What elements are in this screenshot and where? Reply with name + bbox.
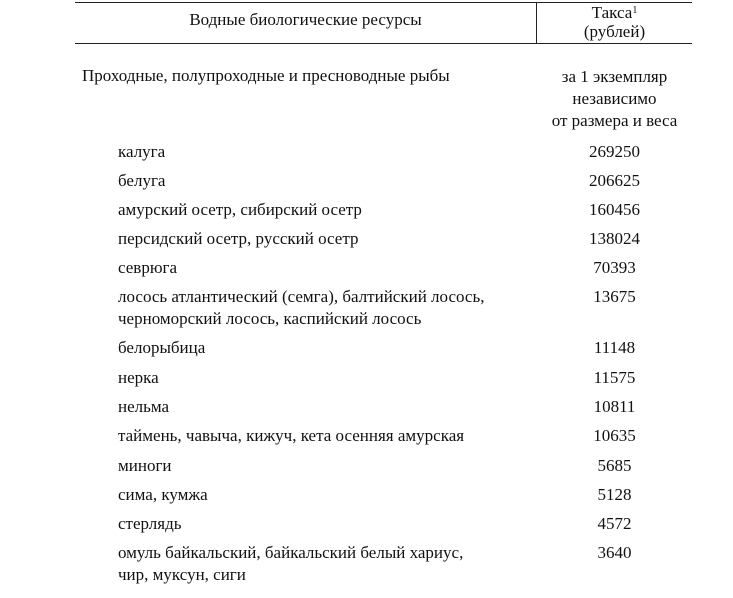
species-name: нерка [118,368,159,387]
unit-line: независимо [572,89,657,108]
header-bottom-rule [75,43,692,44]
rate-value: 206625 [589,171,640,190]
species-name-line: черноморский лосось, каспийский лосось [118,309,422,328]
species-name-line: омуль байкальский, байкальский белый хариус, [118,543,464,562]
rate-value: 160456 [589,200,640,219]
rate-value: 269250 [589,142,640,161]
rate-value: 13675 [593,287,636,306]
species-name: белуга [118,171,166,190]
rate-value: 11575 [593,368,636,387]
species-name-line: лосось атлантический (семга), балтийский лосось, [118,287,485,306]
species-name: миноги [118,456,172,475]
footnote-marker: 1 [632,5,638,16]
species-name [118,286,538,330]
rate-value: 5685 [597,456,632,475]
group-unit-note [537,66,692,132]
rate-value: 70393 [593,258,636,277]
rate-value: 11148 [593,338,636,357]
rate-value: 138024 [589,229,640,248]
rate-value: 10811 [593,397,636,416]
species-name: стерлядь [118,514,182,533]
rate-value: 10635 [593,426,636,445]
species-name: нельма [118,397,170,416]
group-title: Проходные, полупроходные и пресноводные рыбы [82,66,450,85]
header-rate-unit: (рублей) [583,22,646,41]
header-resources: Водные биологические ресурсы [189,10,422,29]
species-name: севрюга [118,258,178,277]
species-name: сима, кумжа [118,485,208,504]
unit-line: за 1 экземпляр [561,67,668,86]
species-name: персидский осетр, русский осетр [118,229,359,248]
species-name-line: чир, муксун, сиги [118,565,246,584]
rate-value: 4572 [597,514,632,533]
species-name: калуга [118,142,166,161]
species-name [118,542,538,586]
species-name: белорыбица [118,338,206,357]
rate-value: 3640 [597,543,632,562]
species-name: амурский осетр, сибирский осетр [118,200,362,219]
unit-line: от размера и веса [551,111,678,130]
header-rate [537,3,692,41]
species-name: таймень, чавыча, кижуч, кета осенняя амурская [118,426,465,445]
header-rate-title: Такса [591,3,633,22]
rate-value: 5128 [597,485,632,504]
